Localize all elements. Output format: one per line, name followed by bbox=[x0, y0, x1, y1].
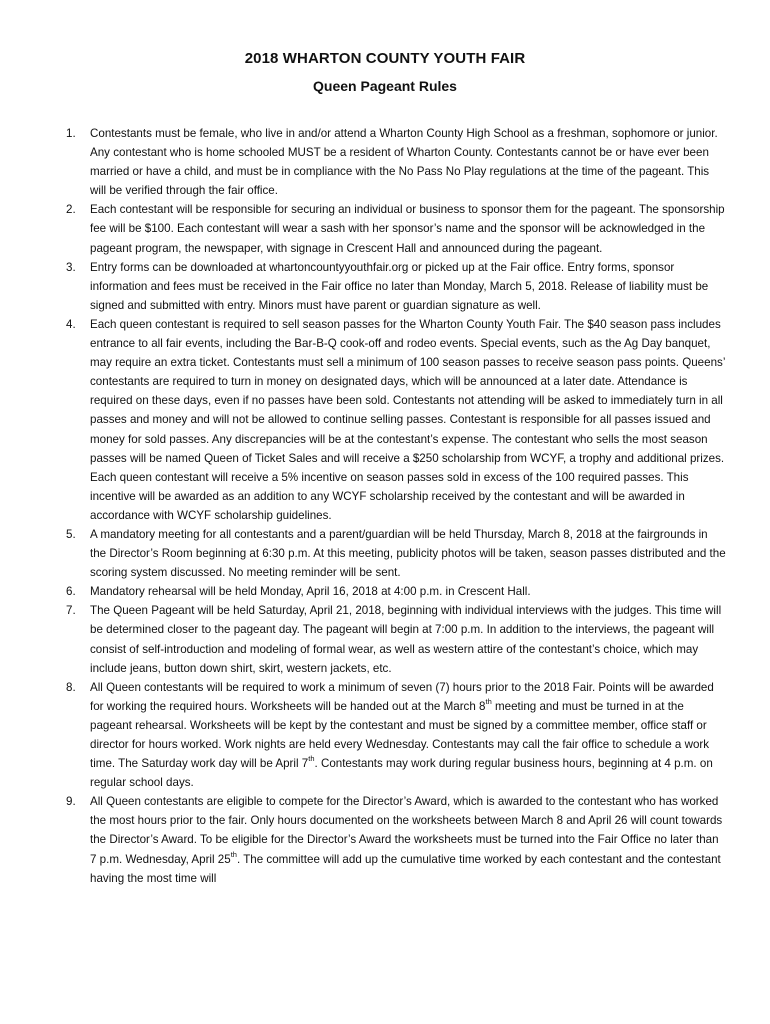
document-subtitle: Queen Pageant Rules bbox=[313, 78, 457, 94]
rule-number: 4. bbox=[66, 317, 76, 331]
rule-item-3 bbox=[66, 258, 726, 315]
rule-item-2 bbox=[66, 200, 726, 257]
ordinal-suffix: th bbox=[308, 754, 315, 764]
rule-item-6 bbox=[66, 582, 726, 601]
rule-text-part: All Queen contestants are eligible to compete for the Director’s Award, which is awarded to the contestant who has worked the most hours prior to the fair. Only hours documented on the worksheets between March 8 and April 26 will count towards the Director’s Award. To be eligible for the Director’s Award the worksheets must be turned into the Fair Office no later than 7 p.m. Wednesday, April 25 bbox=[90, 795, 723, 866]
rule-text-part: . Contestants may work during regular business hours, beginning at 4 p.m. on regular school days. bbox=[90, 757, 713, 790]
rule-item-5 bbox=[66, 525, 726, 582]
rule-item-8 bbox=[66, 678, 726, 793]
rule-text: A mandatory meeting for all contestants and a parent/guardian will be held Thursday, March 8, 2018 at the fairgrounds in the Director’s Room beginning at 6:30 p.m. At this meeting, publicity photos will be taken, season passes distributed and the scoring system discussed. No meeting reminder will be sent. bbox=[90, 527, 726, 580]
rule-text-part: . The committee will add up the cumulative time worked by each contestant and the contestant having the most time will bbox=[90, 852, 721, 885]
rule-number: 6. bbox=[66, 585, 76, 599]
rule-text: Contestants must be female, who live in and/or attend a Wharton County High School as a freshman, sophomore or junior. Any contestant who is home schooled MUST be a resident of Wharton County. Contestants cannot be or have ever been married or have a child, and must be in compliance with the No Pass No Play regulations at the time of the pageant. This will be verified through the fair office. bbox=[90, 127, 718, 198]
rule-number: 1. bbox=[66, 127, 76, 140]
rule-text: Each contestant will be responsible for securing an individual or business to sponsor them for the pageant. The sponsorship fee will be $100. Each contestant will wear a sash with her sponsor’s name and the sponsor will be acknowledged in the pageant program, the newspaper, with signage in Crescent Hall and announced during the pageant. bbox=[90, 203, 725, 255]
ordinal-suffix: th bbox=[485, 696, 492, 706]
rule-text-part: All Queen contestants will be required to work a minimum of seven (7) hours prior to the 2018 Fair. Points will be awarded for working the required hours. Worksheets will be handed out at the March 8 bbox=[90, 680, 714, 713]
rule-number: 3. bbox=[66, 260, 76, 274]
rule-text-part: meeting and must be turned in at the pageant rehearsal. Worksheets will be kept by the contestant and must be signed by a committee member, office staff or director for hours worked. Work nights are held every Wednesday. Contestants may call the fair office to schedule a work time. The Saturday work day will be April 7 bbox=[90, 699, 710, 771]
rule-text: Each queen contestant is required to sell season passes for the Wharton County Youth Fair. The $40 season pass includes entrance to all fair events, including the Bar-B-Q cook-off and rodeo events. Special events, such as the Ag Day banquet, may require an extra ticket. Contestants must sell a minimum of 100 season passes to receive season pass points. Queens’ contestants are required to turn in money on designated days, which will be announced at a later date. Attendance is required on these days, even if no passes have been sold. Contestants not attending will be asked to immediately turn in all passes and money and will not be allowed to continue selling passes. Contestant is responsible for all passes issued and money for sold passes. Any discrepancies will be at the contestant’s expense. The contestant who sells the most season passes will be named Queen of Ticket Sales and will receive a $250 scholarship from WCYF, a trophy and additional prizes. Each queen contestant will receive a 5% incentive on season passes sold in excess of the 100 required passes. This incentive will be awarded as an addition to any WCYF scholarship received by the contestant and will be awarded in accordance with WCYF scholarship guidelines. bbox=[90, 317, 725, 522]
ordinal-suffix: th bbox=[230, 849, 237, 859]
rule-number: 5. bbox=[66, 527, 76, 541]
rule-number: 9. bbox=[66, 795, 76, 809]
rule-number: 8. bbox=[66, 680, 76, 694]
rule-item-9 bbox=[66, 792, 726, 887]
rule-item-7 bbox=[66, 601, 726, 677]
rule-number: 2. bbox=[66, 203, 76, 217]
rule-text: Entry forms can be downloaded at whartoncountyyouthfair.org or picked up at the Fair office. Entry forms, sponsor information and fees must be received in the Fair office no later than Monday, March 5, 2018. Release of liability must be signed and submitted with entry. Minors must have parent or guardian signature as well. bbox=[90, 260, 709, 312]
document-title: 2018 WHARTON COUNTY YOUTH FAIR bbox=[244, 50, 526, 67]
rules-list bbox=[66, 124, 726, 888]
rule-item-4 bbox=[66, 315, 726, 525]
rule-item-1 bbox=[66, 124, 726, 200]
rule-text: The Queen Pageant will be held Saturday, April 21, 2018, beginning with individual interviews with the judges. This time will be determined closer to the pageant day. The pageant will begin at 7:00 p.m. In addition to the interviews, the pageant will consist of self-introduction and modeling of formal wear, as well as western attire of the contestant’s choice, which may include jeans, button down shirt, skirt, western jackets, etc. bbox=[90, 604, 722, 675]
rule-text bbox=[90, 795, 722, 884]
rule-text bbox=[90, 681, 714, 789]
rule-text: Mandatory rehearsal will be held Monday, April 16, 2018 at 4:00 p.m. in Crescent Hall. bbox=[90, 585, 531, 599]
rule-number: 7. bbox=[66, 604, 76, 618]
